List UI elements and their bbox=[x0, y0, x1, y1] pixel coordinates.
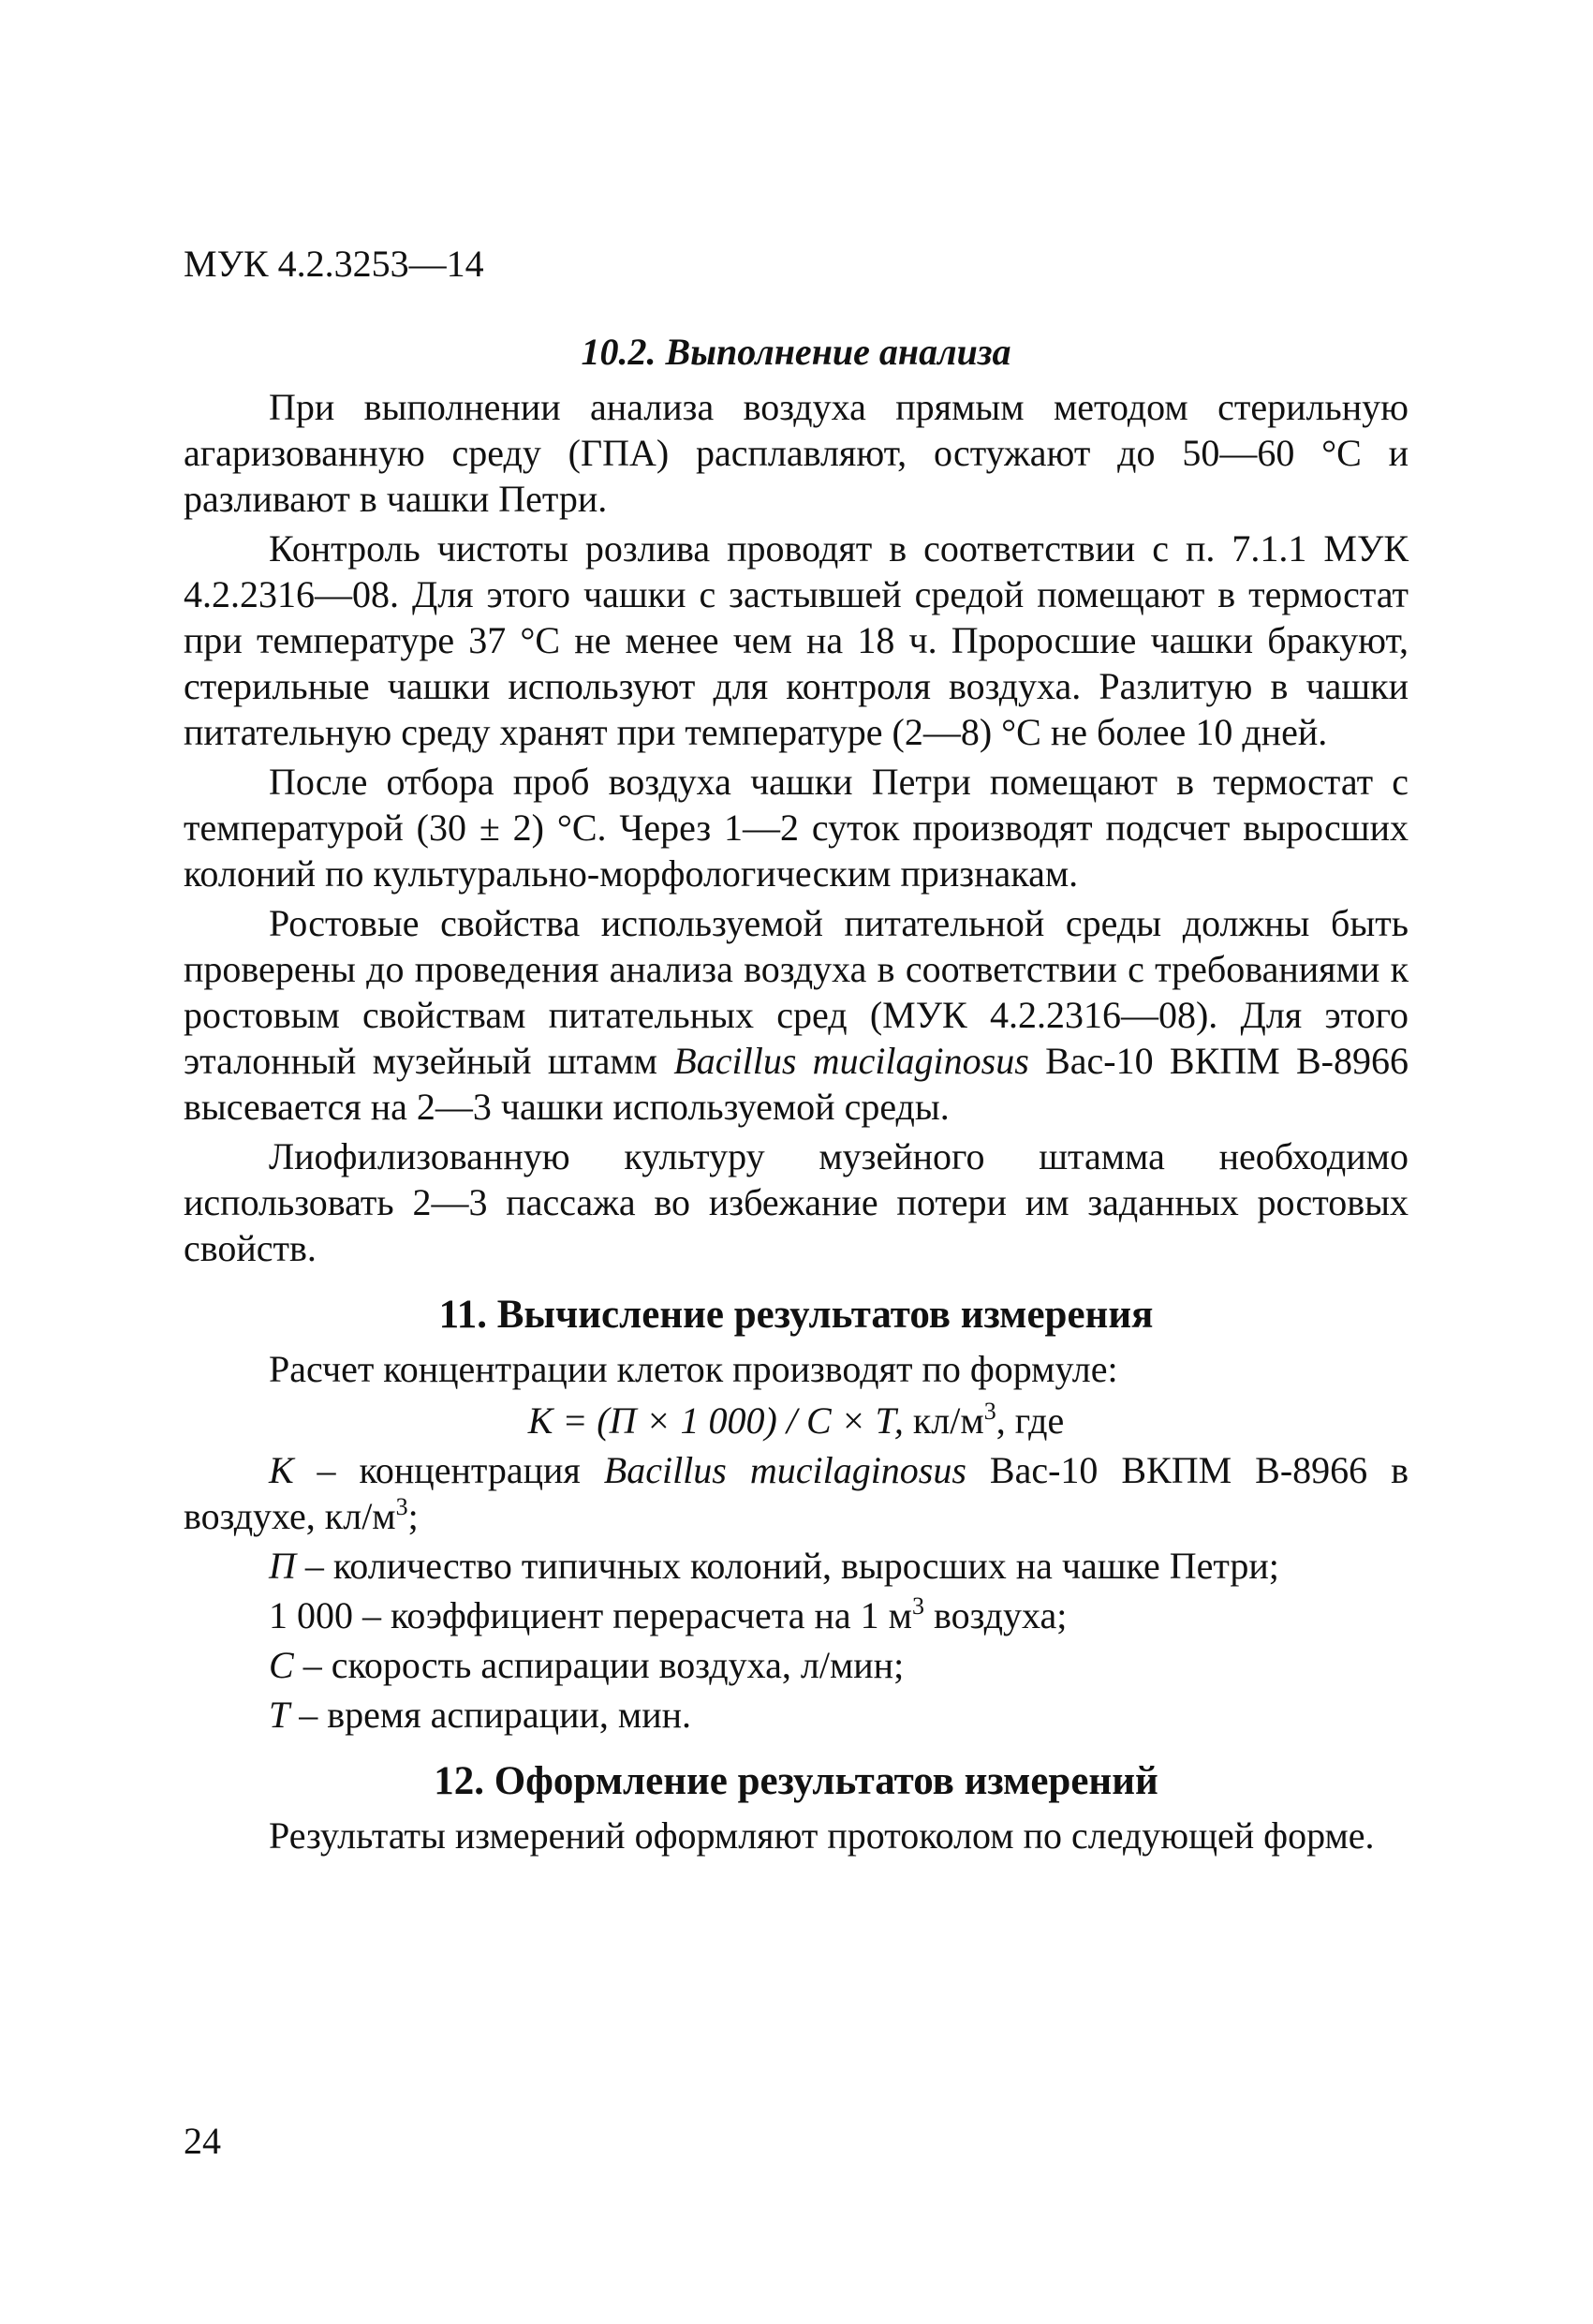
definition-1000 bbox=[184, 1592, 1409, 1638]
definition-k-species: Bacillus mucilaginosus bbox=[603, 1449, 966, 1491]
document-body bbox=[184, 384, 1409, 1858]
definition-c-symbol: С bbox=[269, 1644, 294, 1686]
definition-t-text: – время аспирации, мин. bbox=[289, 1694, 692, 1736]
definition-1000-exponent: 3 bbox=[911, 1592, 924, 1620]
section-title-11: 11. Вычисление результатов измерения bbox=[438, 1293, 1154, 1337]
definition-k-text-1: – концентрация bbox=[293, 1449, 604, 1491]
definition-p-text: – количество типичных колоний, выросших на чашке Петри; bbox=[295, 1545, 1279, 1587]
formula-intro: Расчет концентрации клеток производят по формуле: bbox=[269, 1348, 1118, 1390]
species-name: Bacillus mucilaginosus bbox=[673, 1040, 1029, 1082]
formula bbox=[184, 1398, 1409, 1443]
formula-unit-exponent: 3 bbox=[983, 1398, 996, 1425]
formula-tail: , где bbox=[996, 1399, 1065, 1442]
definition-c-text: – скорость аспирации воздуха, л/мин; bbox=[293, 1644, 905, 1686]
formula-expression: К = (П × 1 000) / С × Т, bbox=[527, 1399, 904, 1442]
paragraph-4-part-1: Ростовые свойства используемой питательной среды должны быть проверены до проведения анализа воздуха в соответствии с требованиями к ростовым свойствам питательных сред (МУК 4.2.2316—08). Для этого эталонный музейный штамм bbox=[184, 902, 1409, 1082]
definition-1000-text-2: воздуха; bbox=[923, 1594, 1068, 1636]
section-12-text: Результаты измерений оформляют протоколом по следующей форме. bbox=[269, 1814, 1375, 1857]
document-code: МУК 4.2.3253—14 bbox=[184, 243, 484, 285]
paragraph-2: Контроль чистоты розлива проводят в соответствии с п. 7.1.1 МУК 4.2.2316—08. Для этого чашки с застывшей средой помещают в термостат при температуре 37 °С не менее чем на 18 ч. Проросшие чашки бракуют, стерильные чашки используют для контроля воздуха. Разлитую в чашки питательную среду хранят при температуре (2—8) °С не более 10 дней. bbox=[184, 527, 1409, 753]
definition-p-symbol: П bbox=[269, 1545, 296, 1587]
paragraph-4-part-2: Вас-10 ВКПМ В-8966 высевается на 2—3 чашки используемой среды. bbox=[184, 1040, 1409, 1128]
definition-k bbox=[184, 1447, 1409, 1539]
subsection-title-10-2: 10.2. Выполнение анализа bbox=[581, 331, 1011, 373]
paragraph-5: Лиофилизованную культуру музейного штамма необходимо использовать 2—3 пассажа во избежание потери им заданных ростовых свойств. bbox=[184, 1135, 1409, 1269]
definition-k-symbol: К bbox=[269, 1449, 294, 1491]
definition-k-end: ; bbox=[407, 1495, 419, 1537]
formula-unit: кл/м bbox=[903, 1399, 984, 1442]
definition-t bbox=[184, 1692, 1409, 1738]
definition-k-exponent: 3 bbox=[395, 1493, 408, 1520]
paragraph-4 bbox=[184, 900, 1409, 1130]
section-title-12: 12. Оформление результатов измерений bbox=[434, 1759, 1158, 1803]
definition-1000-text-1: 1 000 – коэффициент перерасчета на 1 м bbox=[269, 1594, 912, 1636]
definition-k-text-2: Вас-10 ВКПМ В-8966 в воздухе, кл/м bbox=[184, 1449, 1409, 1537]
definition-t-symbol: Т bbox=[269, 1694, 290, 1736]
paragraph-1: При выполнении анализа воздуха прямым методом стерильную агаризованную среду (ГПА) расплавляют, остужают до 50—60 °С и разливают в чашки Петри. bbox=[184, 386, 1409, 520]
definition-c bbox=[184, 1642, 1409, 1688]
paragraph-3: После отбора проб воздуха чашки Петри помещают в термостат с температурой (30 ± 2) °С. Через 1—2 суток производят подсчет выросших колоний по культурально-морфологическим признакам. bbox=[184, 761, 1409, 895]
definition-p bbox=[184, 1543, 1409, 1589]
formula-definitions bbox=[184, 1447, 1409, 1738]
page-number: 24 bbox=[184, 2120, 221, 2162]
